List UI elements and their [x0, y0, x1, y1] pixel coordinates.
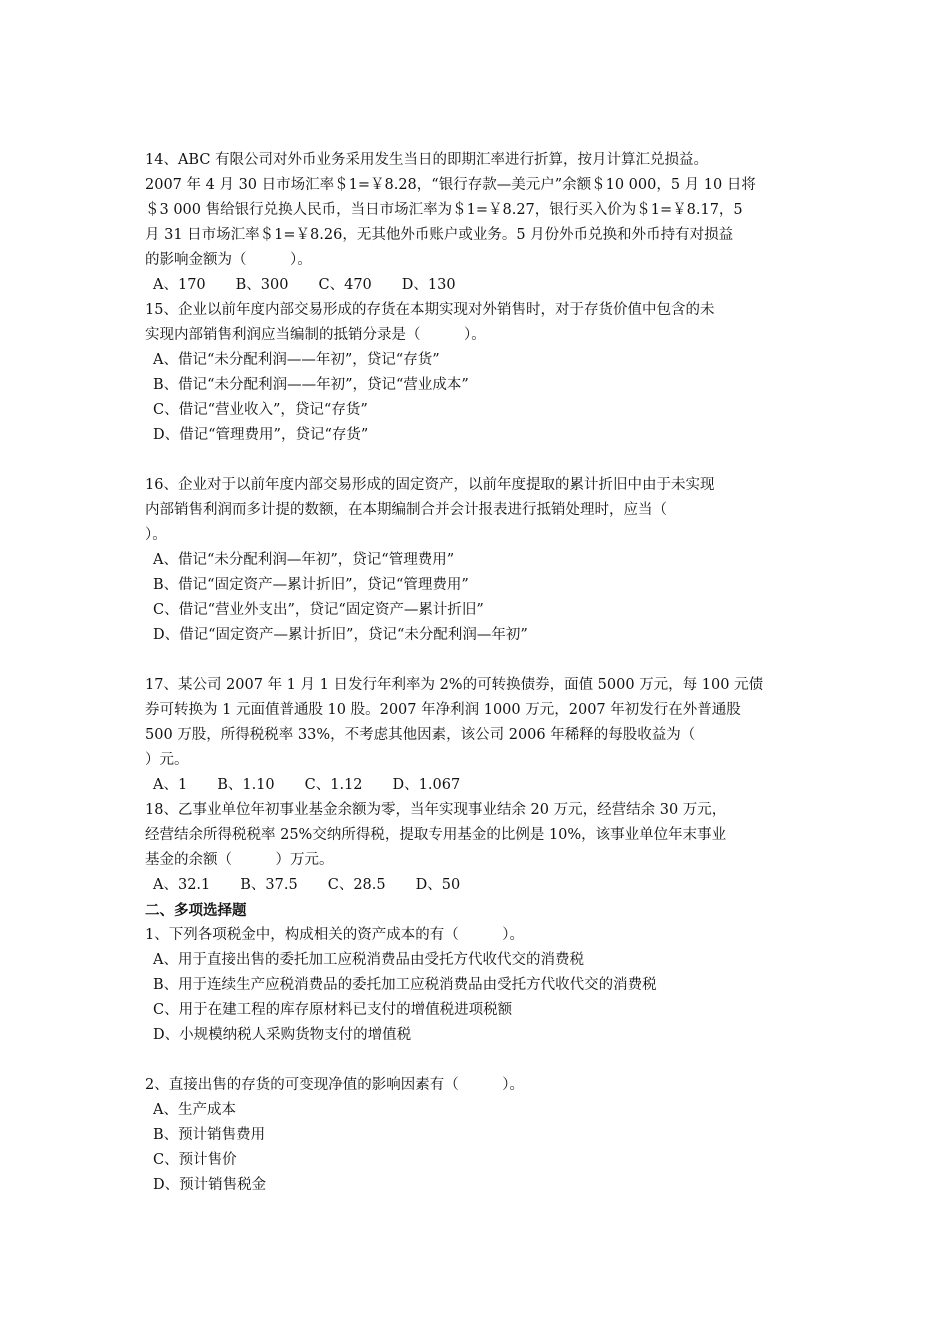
- option-a: A、170: [153, 277, 206, 293]
- option-d: D、借记“管理费用”，贷记“存货”: [153, 427, 369, 443]
- blank-line: [145, 448, 810, 473]
- question-line: 500 万股，所得税税率 33%，不考虑其他因素，该公司 2006 年稀释的每股收益为（: [145, 727, 696, 743]
- option-d: D、小规模纳税人采购货物支付的增值税: [153, 1027, 412, 1043]
- option-b: B、300: [235, 277, 289, 293]
- option-b: B、37.5: [240, 877, 298, 893]
- question-line: 2、直接出售的存货的可变现净值的影响因素有（ ）。: [145, 1077, 524, 1093]
- option-b: B、借记“未分配利润——年初”，贷记“营业成本”: [153, 377, 469, 393]
- option-b: B、预计销售费用: [153, 1127, 266, 1143]
- option-d: D、预计销售税金: [153, 1177, 267, 1193]
- option-c: C、470: [318, 277, 372, 293]
- options-row: [145, 273, 810, 298]
- question-17: [145, 673, 810, 798]
- option-b: B、1.10: [217, 777, 275, 793]
- option-b: B、用于连续生产应税消费品的委托加工应税消费品由受托方代收代交的消费税: [153, 977, 657, 993]
- question-line: 经营结余所得税税率 25%交纳所得税，提取专用基金的比例是 10%，该事业单位年末事业: [145, 827, 727, 843]
- option-c: C、预计售价: [153, 1152, 237, 1168]
- question-14: [145, 148, 810, 298]
- option-a: A、1: [153, 777, 188, 793]
- question-line: ）元。: [145, 752, 189, 768]
- option-a: A、借记“未分配利润—年初”，贷记“管理费用”: [153, 552, 455, 568]
- section-title: 二、多项选择题: [145, 902, 247, 919]
- question-line: 的影响金额为（ ）。: [145, 252, 312, 268]
- options-row: [145, 873, 810, 898]
- question-line: 2007 年 4 月 30 日市场汇率＄1=￥8.28，“银行存款—美元户”余额＄10 000，5 月 10 日将: [145, 177, 756, 193]
- question-line: 18、乙事业单位年初事业基金余额为零，当年实现事业结余 20 万元，经营结余 30 万元，: [145, 802, 727, 818]
- question-line: 1、下列各项税金中，构成相关的资产成本的有（ ）。: [145, 927, 524, 943]
- options-row: [145, 773, 810, 798]
- multi-question-1: [145, 923, 810, 1048]
- blank-line: [145, 648, 810, 673]
- question-line: 月 31 日市场汇率＄1=￥8.26，无其他外币账户或业务。5 月份外币兑换和外币持有对损益: [145, 227, 734, 243]
- question-line: 16、企业对于以前年度内部交易形成的固定资产，以前年度提取的累计折旧中由于未实现: [145, 477, 715, 493]
- option-a: A、32.1: [153, 877, 211, 893]
- question-line: 券可转换为 1 元面值普通股 10 股。2007 年净利润 1000 万元，2007 年初发行在外普通股: [145, 702, 741, 718]
- option-a: A、生产成本: [153, 1102, 236, 1118]
- option-c: C、1.12: [304, 777, 363, 793]
- question-16: [145, 473, 810, 648]
- question-line: 实现内部销售利润应当编制的抵销分录是（ ）。: [145, 327, 486, 343]
- question-line: ）。: [145, 527, 167, 543]
- option-b: B、借记“固定资产—累计折旧”，贷记“管理费用”: [153, 577, 469, 593]
- question-line: 内部销售利润而多计提的数额，在本期编制合并会计报表进行抵销处理时，应当（: [145, 502, 667, 518]
- option-c: C、28.5: [327, 877, 386, 893]
- option-c: C、借记“营业收入”，贷记“存货”: [153, 402, 368, 418]
- multi-question-2: [145, 1073, 810, 1198]
- question-line: 15、企业以前年度内部交易形成的存货在本期实现对外销售时，对于存货价值中包含的未: [145, 302, 715, 318]
- question-line: ＄3 000 售给银行兑换人民币，当日市场汇率为＄1=￥8.27，银行买入价为＄1=￥8.17，5: [145, 202, 743, 218]
- option-a: A、借记“未分配利润——年初”，贷记“存货”: [153, 352, 440, 368]
- option-d: D、130: [401, 277, 456, 293]
- option-d: D、1.067: [392, 777, 461, 793]
- option-c: C、借记“营业外支出”，贷记“固定资产—累计折旧”: [153, 602, 484, 618]
- question-line: 17、某公司 2007 年 1 月 1 日发行年利率为 2%的可转换债券，面值 5000 万元，每 100 元债: [145, 677, 764, 693]
- option-c: C、用于在建工程的库存原材料已支付的增值税进项税额: [153, 1002, 513, 1018]
- question-line: 14、ABC 有限公司对外币业务采用发生当日的即期汇率进行折算，按月计算汇兑损益。: [145, 152, 709, 168]
- question-18: [145, 798, 810, 898]
- blank-line: [145, 1048, 810, 1073]
- option-a: A、用于直接出售的委托加工应税消费品由受托方代收代交的消费税: [153, 952, 584, 968]
- question-15: [145, 298, 810, 448]
- option-d: D、50: [415, 877, 461, 893]
- option-d: D、借记“固定资产—累计折旧”，贷记“未分配利润—年初”: [153, 627, 528, 643]
- question-line: 基金的余额（ ）万元。: [145, 852, 334, 868]
- document-page: [145, 148, 810, 1198]
